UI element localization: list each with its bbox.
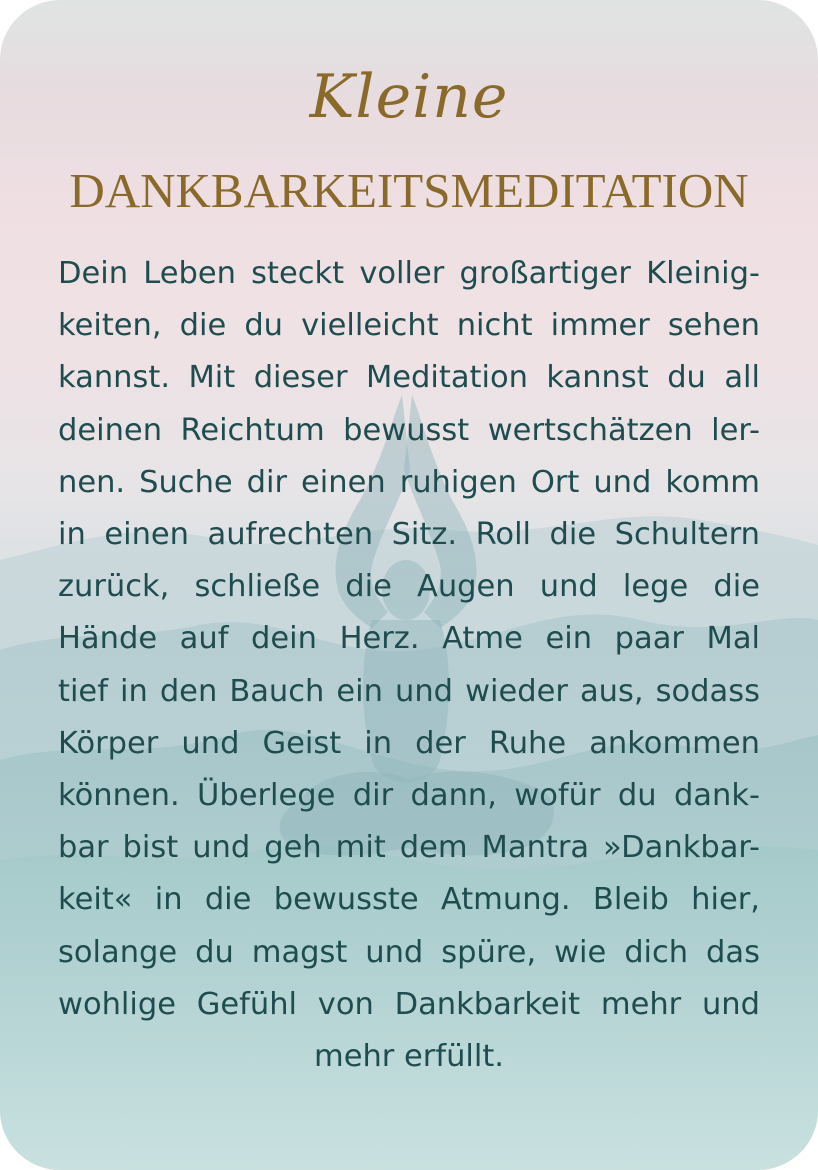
body-line: nen. Suche dir einen ruhigen Ort und komm [58,464,760,500]
title-script-kleine: Kleine [309,62,509,132]
card-title: DANKBARKEITSMEDITATION [69,163,749,218]
body-line: Körper und Geist in der Ruhe ankommen [58,725,760,761]
body-line: keiten, die du vielleicht nicht immer sehen [58,308,760,344]
body-line: können. Überlege dir dann, wofür du dank- [58,778,760,814]
body-line: mehr erfüllt. [313,1039,504,1075]
body-line: Hände auf dein Herz. Atme ein paar Mal [58,621,760,657]
body-line: bar bist und geh mit dem Mantra »Dankbar- [58,830,760,866]
card-body-text [58,248,760,1083]
body-line: solange du magst und spüre, wie dich das [58,934,760,970]
body-line: deinen Reichtum bewusst wertschätzen ler- [58,412,760,448]
body-line: wohlige Gefühl von Dankbarkeit mehr und [58,986,760,1022]
body-line: zurück, schließe die Augen und lege die [58,569,760,605]
body-line: Dein Leben steckt voller großartiger Kleinig- [58,256,760,291]
body-line: tief in den Bauch ein und wieder aus, sodass [58,673,760,709]
body-line: keit« in die bewusste Atmung. Bleib hier, [58,882,760,918]
body-line: kannst. Mit dieser Meditation kannst du all [58,360,760,396]
body-line: in einen aufrechten Sitz. Roll die Schultern [58,517,760,553]
